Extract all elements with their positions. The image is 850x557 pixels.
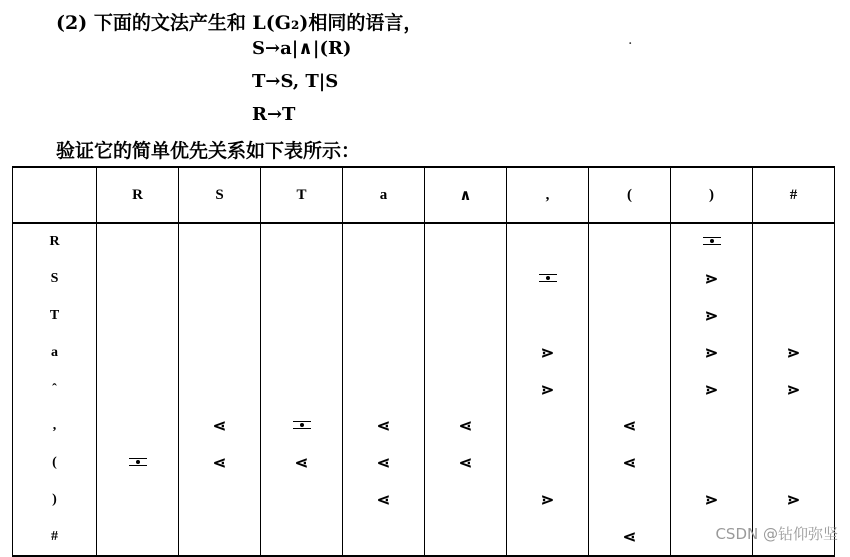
relation-cell bbox=[589, 371, 671, 408]
relation-cell bbox=[261, 518, 343, 556]
relation-cell bbox=[753, 445, 835, 482]
takes-precedence-mark: ⋗ bbox=[704, 271, 719, 289]
verify-sentence: 验证它的简单优先关系如下表所示： bbox=[56, 140, 361, 162]
relation-cell bbox=[425, 298, 507, 335]
yields-precedence-mark: ⋖ bbox=[622, 455, 637, 473]
takes-precedence-mark: ⋗ bbox=[704, 344, 719, 362]
relation-cell bbox=[97, 445, 179, 482]
precedence-table bbox=[12, 166, 835, 557]
relation-cell bbox=[425, 334, 507, 371]
yields-precedence-mark: ⋖ bbox=[458, 418, 473, 436]
relation-cell bbox=[589, 223, 671, 261]
relation-cell bbox=[671, 445, 753, 482]
relation-cell bbox=[343, 371, 425, 408]
relation-cell bbox=[343, 445, 425, 482]
column-header: ( bbox=[589, 167, 671, 223]
column-header: T bbox=[261, 167, 343, 223]
relation-cell bbox=[97, 298, 179, 335]
column-header: # bbox=[753, 167, 835, 223]
relation-cell bbox=[97, 223, 179, 261]
relation-cell bbox=[343, 518, 425, 556]
table-row bbox=[13, 298, 835, 335]
relation-cell bbox=[261, 261, 343, 298]
row-header: , bbox=[13, 408, 97, 445]
relation-cell bbox=[97, 482, 179, 519]
equal-precedence-mark bbox=[539, 273, 557, 283]
relation-cell bbox=[261, 298, 343, 335]
column-header: a bbox=[343, 167, 425, 223]
takes-precedence-mark: ⋗ bbox=[704, 381, 719, 399]
takes-precedence-mark: ⋗ bbox=[540, 491, 555, 509]
column-header: R bbox=[97, 167, 179, 223]
relation-cell bbox=[589, 482, 671, 519]
relation-cell bbox=[753, 482, 835, 519]
relation-cell bbox=[507, 223, 589, 261]
relation-cell bbox=[589, 445, 671, 482]
table-row bbox=[13, 518, 835, 556]
row-header: T bbox=[13, 298, 97, 335]
relation-cell bbox=[507, 334, 589, 371]
row-header: ( bbox=[13, 445, 97, 482]
row-header: S bbox=[13, 261, 97, 298]
relation-cell bbox=[261, 445, 343, 482]
yields-precedence-mark: ⋖ bbox=[294, 455, 309, 473]
takes-precedence-mark: ⋗ bbox=[704, 491, 719, 509]
equal-precedence-mark bbox=[129, 457, 147, 467]
table-row bbox=[13, 334, 835, 371]
relation-cell bbox=[179, 223, 261, 261]
relation-cell bbox=[425, 518, 507, 556]
column-header: ) bbox=[671, 167, 753, 223]
relation-cell bbox=[343, 334, 425, 371]
relation-cell bbox=[671, 334, 753, 371]
table-row bbox=[13, 482, 835, 519]
stray-mark: . bbox=[628, 32, 633, 48]
relation-cell bbox=[671, 223, 753, 261]
takes-precedence-mark: ⋗ bbox=[704, 307, 719, 325]
relation-cell bbox=[97, 334, 179, 371]
relation-cell bbox=[179, 408, 261, 445]
relation-cell bbox=[425, 223, 507, 261]
relation-cell bbox=[179, 518, 261, 556]
relation-cell bbox=[97, 371, 179, 408]
relation-cell bbox=[589, 334, 671, 371]
relation-cell bbox=[507, 298, 589, 335]
takes-precedence-mark: ⋗ bbox=[786, 491, 801, 509]
takes-precedence-mark: ⋗ bbox=[540, 344, 555, 362]
relation-cell bbox=[97, 261, 179, 298]
relation-cell bbox=[343, 298, 425, 335]
relation-cell bbox=[589, 298, 671, 335]
column-header: S bbox=[179, 167, 261, 223]
relation-cell bbox=[753, 261, 835, 298]
relation-cell bbox=[425, 261, 507, 298]
yields-precedence-mark: ⋖ bbox=[458, 455, 473, 473]
relation-cell bbox=[179, 482, 261, 519]
column-header: , bbox=[507, 167, 589, 223]
relation-cell bbox=[671, 371, 753, 408]
yields-precedence-mark: ⋖ bbox=[622, 528, 637, 546]
relation-cell bbox=[753, 371, 835, 408]
relation-cell bbox=[179, 298, 261, 335]
table-row bbox=[13, 371, 835, 408]
relation-cell bbox=[343, 482, 425, 519]
relation-cell bbox=[179, 371, 261, 408]
takes-precedence-mark: ⋗ bbox=[540, 381, 555, 399]
relation-cell bbox=[261, 371, 343, 408]
relation-cell bbox=[425, 482, 507, 519]
relation-cell bbox=[589, 408, 671, 445]
row-header: ˆ bbox=[13, 371, 97, 408]
corner-cell bbox=[13, 167, 97, 223]
relation-cell bbox=[753, 408, 835, 445]
yields-precedence-mark: ⋖ bbox=[622, 418, 637, 436]
yields-precedence-mark: ⋖ bbox=[376, 455, 391, 473]
relation-cell bbox=[671, 298, 753, 335]
table-row bbox=[13, 261, 835, 298]
relation-cell bbox=[507, 482, 589, 519]
grammar-rule-1: S→a|∧|(R) bbox=[252, 38, 352, 59]
yields-precedence-mark: ⋖ bbox=[376, 491, 391, 509]
relation-cell bbox=[343, 408, 425, 445]
yields-precedence-mark: ⋖ bbox=[376, 418, 391, 436]
relation-cell bbox=[507, 408, 589, 445]
yields-precedence-mark: ⋖ bbox=[212, 418, 227, 436]
relation-cell bbox=[507, 518, 589, 556]
section-heading: (2) 下面的文法产生和 L(G₂)相同的语言， bbox=[56, 12, 423, 34]
relation-cell bbox=[425, 445, 507, 482]
yields-precedence-mark: ⋖ bbox=[212, 455, 227, 473]
grammar-rule-2: T→S, T|S bbox=[252, 71, 339, 92]
relation-cell bbox=[671, 261, 753, 298]
relation-cell bbox=[507, 445, 589, 482]
relation-cell bbox=[343, 261, 425, 298]
relation-cell bbox=[753, 223, 835, 261]
relation-cell bbox=[671, 408, 753, 445]
relation-cell bbox=[97, 518, 179, 556]
row-header: R bbox=[13, 223, 97, 261]
equal-precedence-mark bbox=[293, 420, 311, 430]
table-row bbox=[13, 223, 835, 261]
takes-precedence-mark: ⋗ bbox=[786, 381, 801, 399]
relation-cell bbox=[179, 334, 261, 371]
relation-cell bbox=[179, 261, 261, 298]
row-header: a bbox=[13, 334, 97, 371]
relation-cell bbox=[425, 408, 507, 445]
relation-cell bbox=[261, 223, 343, 261]
table-header-row bbox=[13, 167, 835, 223]
relation-cell bbox=[261, 334, 343, 371]
relation-cell bbox=[589, 261, 671, 298]
row-header: ) bbox=[13, 482, 97, 519]
watermark: CSDN @钻仰弥坚 bbox=[715, 525, 838, 543]
takes-precedence-mark: ⋗ bbox=[786, 344, 801, 362]
relation-cell bbox=[507, 261, 589, 298]
table-row bbox=[13, 408, 835, 445]
relation-cell bbox=[261, 408, 343, 445]
column-header: ∧ bbox=[425, 167, 507, 223]
relation-cell bbox=[589, 518, 671, 556]
relation-cell bbox=[671, 482, 753, 519]
relation-cell bbox=[261, 482, 343, 519]
relation-cell bbox=[425, 371, 507, 408]
relation-cell bbox=[507, 371, 589, 408]
relation-cell bbox=[179, 445, 261, 482]
relation-cell bbox=[753, 334, 835, 371]
table-row bbox=[13, 445, 835, 482]
equal-precedence-mark bbox=[703, 236, 721, 246]
row-header: # bbox=[13, 518, 97, 556]
grammar-rule-3: R→T bbox=[252, 104, 296, 125]
relation-cell bbox=[97, 408, 179, 445]
relation-cell bbox=[343, 223, 425, 261]
relation-cell bbox=[753, 298, 835, 335]
